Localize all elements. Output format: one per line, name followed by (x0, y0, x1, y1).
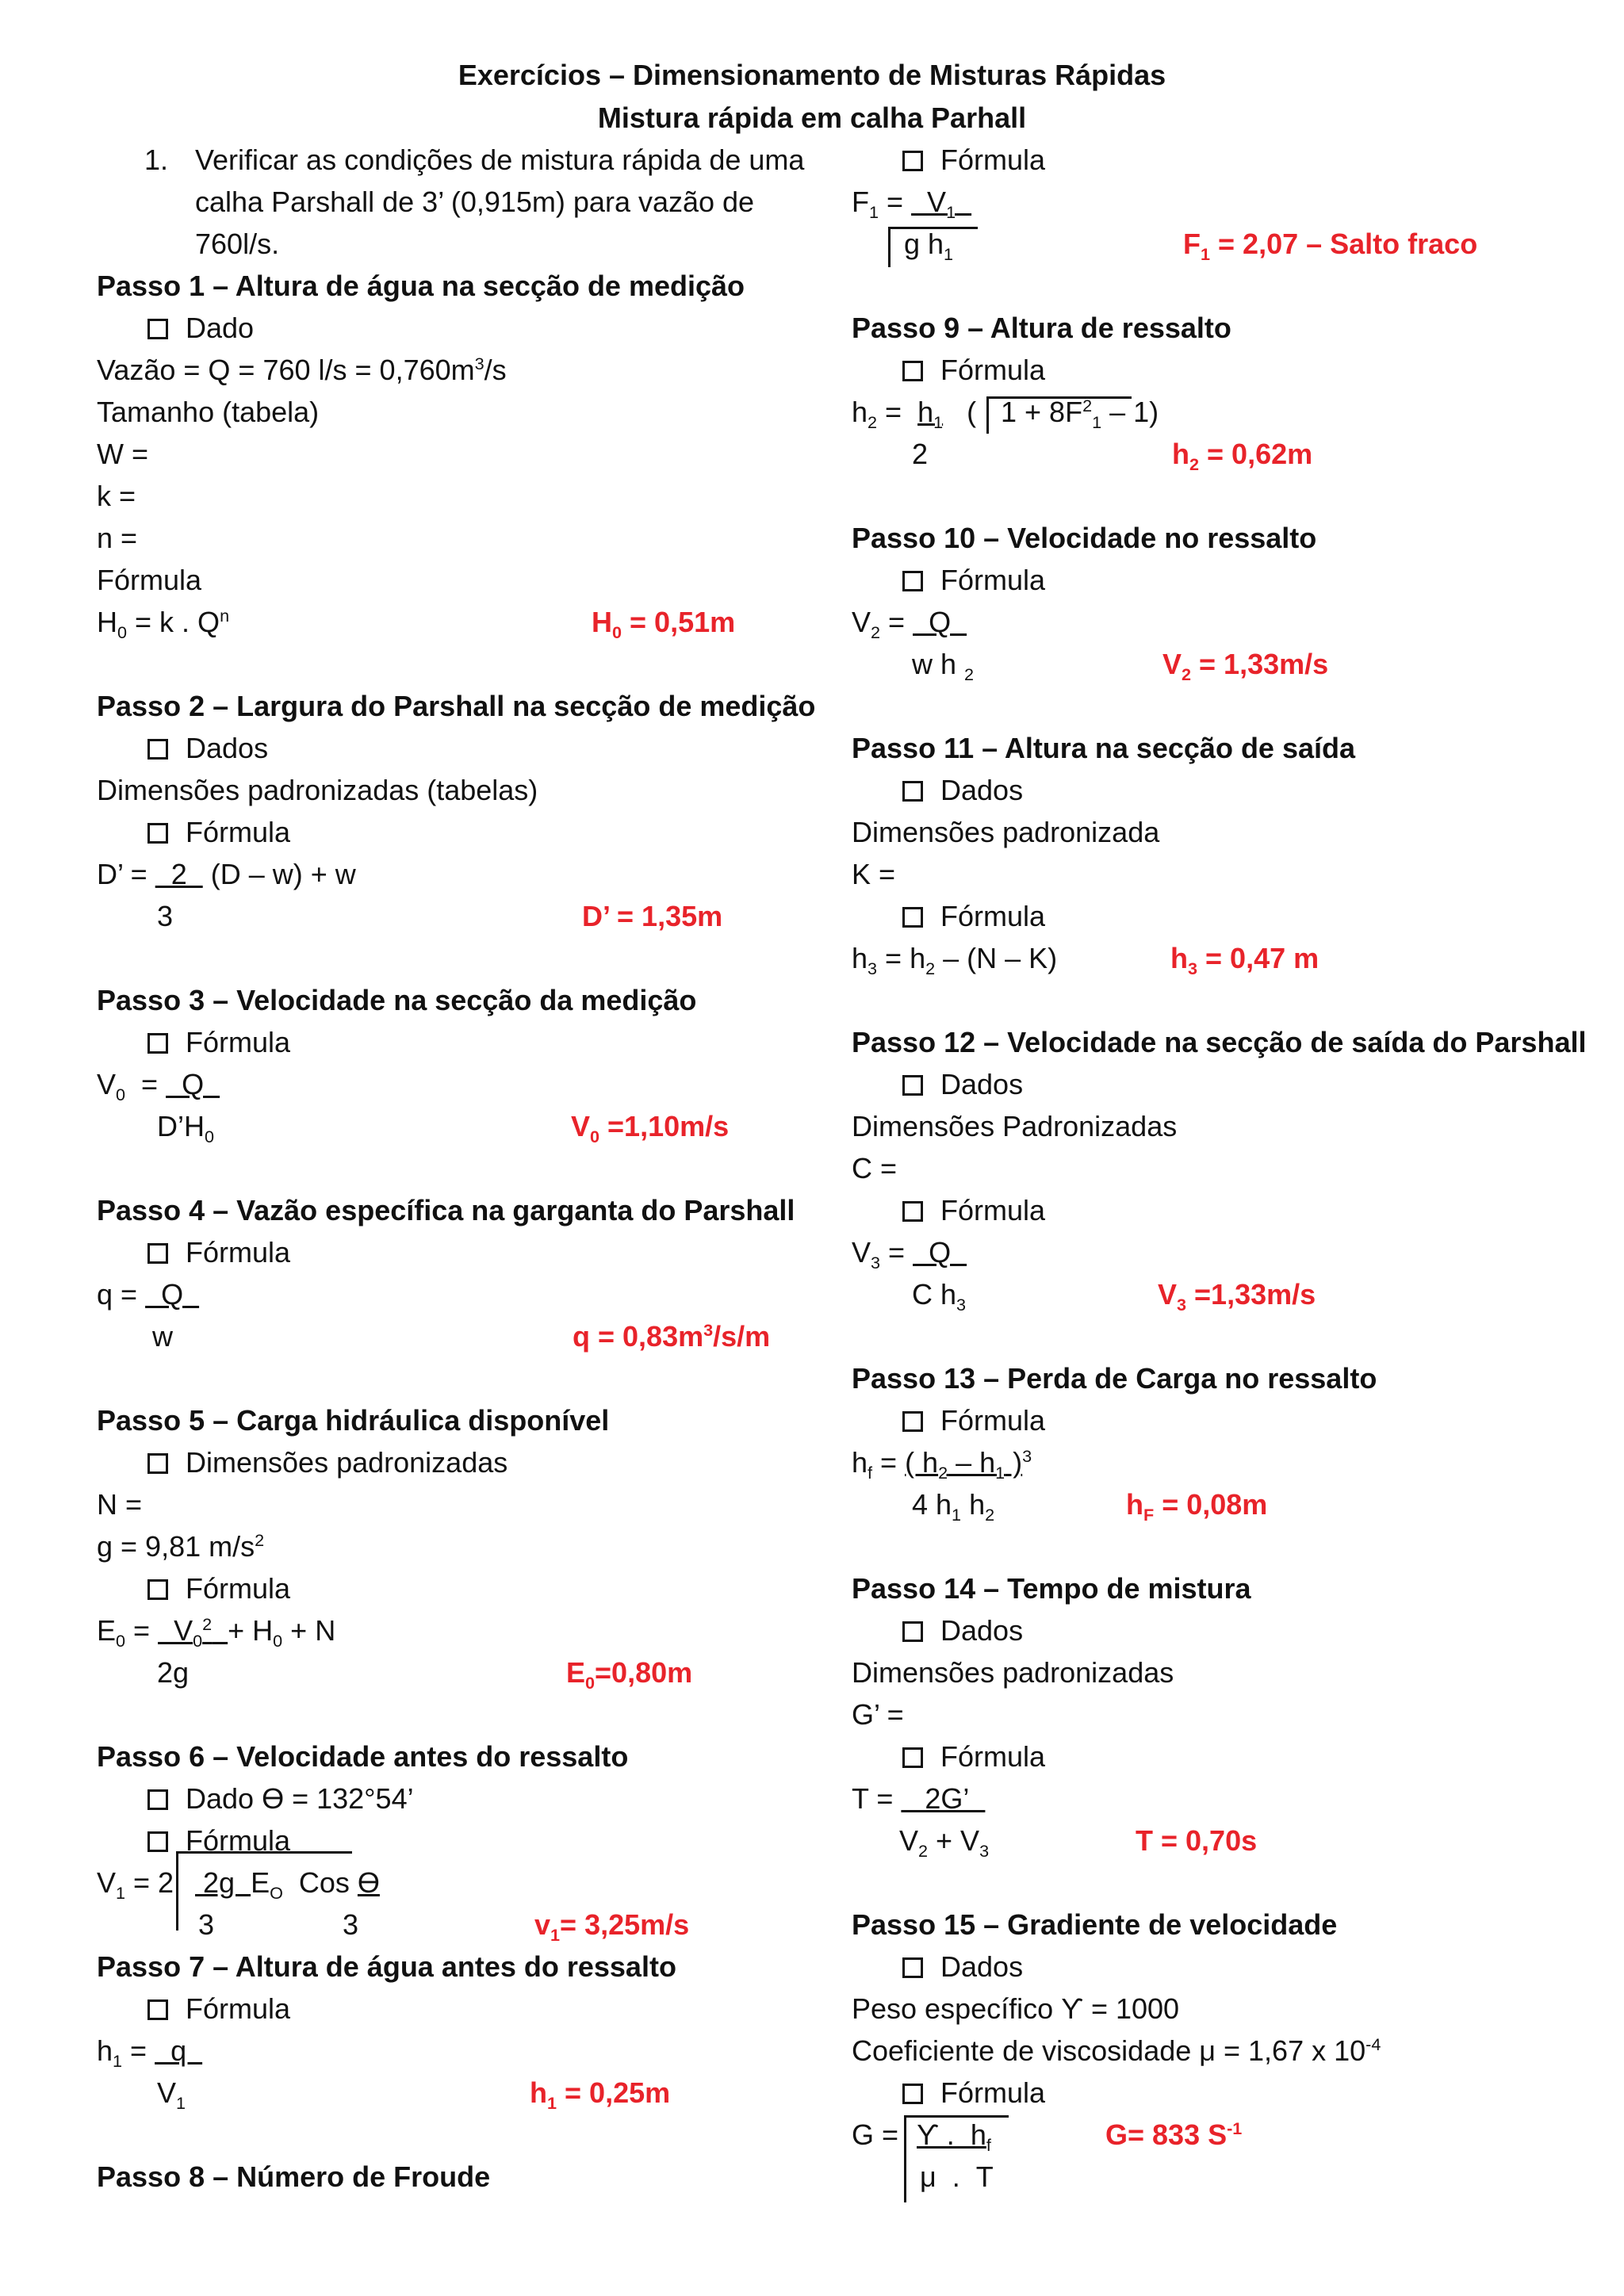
passo1-formula: $H_0 = k$ . $Q^n$ (97, 606, 230, 643)
passo11-k: K = (852, 858, 896, 890)
checkbox-icon[interactable] (902, 907, 923, 928)
checkbox-icon[interactable] (147, 1579, 168, 1600)
passo1-heading: Passo 1 – Altura de água na secção de medição (97, 270, 745, 302)
passo2-heading: Passo 2 – Largura do Parshall na secção de medição (97, 690, 816, 722)
passo15-heading: Passo 15 – Gradiente de velocidade (852, 1908, 1338, 1941)
passo4-result: $q = 0,83m^3/s/m$ (573, 1320, 771, 1353)
passo11-formula-item: Fórmula (902, 899, 1045, 934)
checkbox-icon[interactable] (902, 361, 923, 381)
passo14-dados-item: Dados (902, 1613, 1023, 1648)
passo1-result: $H_0 = 0,51m$ (592, 606, 736, 643)
passo1-vazao: Vazão = Q = 760 $l/s = 0,760m^3/s$ (97, 354, 507, 386)
checkbox-icon[interactable] (147, 319, 168, 339)
intro-number: 1. (144, 144, 169, 176)
passo12-result: $V_3 =1,33m/s$ (1158, 1278, 1316, 1315)
passo5-formula-item: Fórmula (147, 1571, 290, 1606)
passo14-denominator: $V_2 + V_3$ (899, 1824, 990, 1862)
passo11-dados-item: Dados (902, 773, 1023, 808)
checkbox-icon[interactable] (147, 1789, 168, 1810)
passo6-heading: Passo 6 – Velocidade antes do ressalto (97, 1740, 629, 1773)
passo15-denominator: μ . T (920, 2160, 994, 2193)
passo6-formula: $V_1 = 2$ (97, 1866, 174, 1904)
passo8-formula: $F_1 = V_1$ (852, 186, 956, 223)
checkbox-icon[interactable] (147, 1243, 168, 1264)
passo3-formula: $V_0 = Q$ (97, 1068, 220, 1105)
passo2-formula: D’ = 2 (D – w) + w (97, 858, 356, 890)
passo12-denominator: C $h_3$ (912, 1278, 967, 1315)
passo15-result: G= 833 $S^{-1}$ (1105, 2118, 1243, 2151)
page-title: Exercícios – Dimensionamento de Misturas Rápidas (458, 59, 1166, 91)
passo4-heading: Passo 4 – Vazão específica na garganta do Parshall (97, 1194, 795, 1226)
passo10-heading: Passo 10 – Velocidade no ressalto (852, 522, 1317, 554)
checkbox-icon[interactable] (902, 1411, 923, 1432)
intro-line-1: Verificar as condições de mistura rápida de uma (195, 144, 805, 176)
passo2-dimensoes: Dimensões padronizadas (tabelas) (97, 774, 538, 806)
passo7-denominator: $V_1$ (157, 2076, 186, 2114)
passo10-denominator: w h $_2$ (912, 648, 975, 685)
passo4-formula: q = Q (97, 1278, 200, 1311)
passo1-n: n = (97, 522, 138, 554)
checkbox-icon[interactable] (147, 1999, 168, 2020)
passo15-formula: G = (852, 2118, 899, 2151)
passo1-k: k = (97, 480, 136, 512)
passo6-denominator-1: 3 (198, 1908, 215, 1941)
passo9-radicand: $1 + 8F^2_1 - 1$) (1001, 396, 1159, 433)
passo2-formula-item: Fórmula (147, 815, 290, 850)
passo12-formula: $V_3 = Q$ (852, 1236, 967, 1273)
passo12-heading: Passo 12 – Velocidade na secção de saída do Parshall (852, 1026, 1587, 1058)
passo9-formula: $h_2 = h_1$ ( (852, 396, 977, 433)
passo8-formula-item: Fórmula (902, 143, 1045, 178)
passo3-result: $V_0 =1,10m/s$ (571, 1110, 730, 1147)
intro-line-2: calha Parshall de 3’ (0,915m) para vazão de (195, 186, 755, 218)
passo7-formula: $h_1 = q$ (97, 2034, 203, 2072)
passo4-denominator: w (152, 1320, 173, 1353)
passo3-denominator: $D’H_0$ (157, 1110, 215, 1147)
passo10-formula-item: Fórmula (902, 563, 1045, 598)
passo11-result: $h_3 = 0,47$ m (1170, 942, 1320, 979)
checkbox-icon[interactable] (147, 1033, 168, 1054)
passo5-formula: $E_0 = V_0^2 + H_0 + N$ (97, 1614, 336, 1651)
passo8-heading: Passo 8 – Número de Froude (97, 2160, 491, 2193)
passo15-coef: Coeficiente de viscosidade μ = 1,67 x $10^{-4}$ (852, 2034, 1381, 2067)
checkbox-icon[interactable] (147, 1831, 168, 1852)
passo12-c: C = (852, 1152, 898, 1184)
passo13-denominator: 4 $h_1$ $h_2$ (912, 1488, 995, 1525)
passo1-w: W = (97, 438, 149, 470)
passo7-heading: Passo 7 – Altura de água antes do ressalto (97, 1950, 676, 1983)
checkbox-icon[interactable] (902, 2084, 923, 2104)
checkbox-icon[interactable] (902, 1957, 923, 1978)
passo14-formula: T = 2G’ (852, 1782, 986, 1815)
passo2-result: D’ = 1,35m (582, 900, 723, 932)
passo10-result: $V_2 = 1,33m/s$ (1162, 648, 1329, 685)
passo6-denominator-2: 3 (343, 1908, 359, 1941)
passo5-g: g = 9,81 $m/s^2$ (97, 1530, 265, 1563)
passo13-formula-item: Fórmula (902, 1403, 1045, 1438)
passo5-dimensoes-item: Dimensões padronizadas (147, 1445, 508, 1480)
page-subtitle: Mistura rápida em calha Parhall (597, 101, 1027, 134)
passo14-formula-item: Fórmula (902, 1739, 1045, 1774)
passo14-result: T = 0,70s (1136, 1824, 1258, 1857)
passo12-formula-item: Fórmula (902, 1193, 1045, 1228)
passo13-formula: $h_f$ = ( $h_2 - h_1$ )$^3$ (852, 1446, 1032, 1483)
passo6-radicand: 2g $E_O$ Cos ϴ (195, 1866, 380, 1904)
passo14-g: G’ = (852, 1698, 904, 1731)
passo15-dados-item: Dados (902, 1950, 1023, 1984)
passo9-denominator: 2 (912, 438, 929, 470)
radical-bar (176, 1851, 352, 1854)
passo7-result: $h_1 = 0,25m$ (530, 2076, 671, 2114)
passo3-formula-item: Fórmula (147, 1025, 290, 1060)
checkbox-icon[interactable] (147, 739, 168, 760)
passo6-formula-item: Fórmula (147, 1823, 290, 1858)
passo2-denominator: 3 (157, 900, 174, 932)
passo15-peso: Peso específico ϒ = 1000 (852, 1992, 1180, 2025)
checkbox-icon[interactable] (147, 1453, 168, 1474)
passo1-formula-label: Fórmula (97, 564, 202, 596)
passo7-formula-item: Fórmula (147, 1992, 290, 2026)
passo9-result: $h_2 = 0,62m$ (1172, 438, 1313, 475)
passo5-denominator: 2g (157, 1656, 190, 1689)
passo15-radicand: ϒ . $h_f$ (917, 2118, 991, 2156)
checkbox-icon[interactable] (902, 1201, 923, 1222)
passo4-formula-item: Fórmula (147, 1235, 290, 1270)
passo11-dimensoes: Dimensões padronizada (852, 816, 1160, 848)
passo14-dimensoes: Dimensões padronizadas (852, 1656, 1174, 1689)
passo6-dado-item: Dado ϴ = 132°54’ (147, 1781, 414, 1816)
passo12-dimensoes: Dimensões Padronizadas (852, 1110, 1178, 1142)
passo2-dados-item: Dados (147, 731, 268, 766)
passo14-heading: Passo 14 – Tempo de mistura (852, 1572, 1251, 1605)
checkbox-icon[interactable] (902, 781, 923, 802)
checkbox-icon[interactable] (902, 1075, 923, 1096)
passo1-tamanho: Tamanho (tabela) (97, 396, 320, 428)
checkbox-icon[interactable] (147, 823, 168, 844)
checkbox-icon[interactable] (902, 1747, 923, 1768)
passo9-formula-item: Fórmula (902, 353, 1045, 388)
passo15-formula-item: Fórmula (902, 2076, 1045, 2110)
passo1-dado-item: Dado (147, 311, 254, 346)
passo5-n: N = (97, 1488, 143, 1521)
passo6-result: $v_1= 3,25m/s$ (534, 1908, 690, 1946)
passo13-heading: Passo 13 – Perda de Carga no ressalto (852, 1362, 1377, 1395)
passo9-heading: Passo 9 – Altura de ressalto (852, 312, 1231, 344)
passo8-denominator: g $h_1$ (904, 228, 954, 265)
passo3-heading: Passo 3 – Velocidade na secção da medição (97, 984, 697, 1016)
checkbox-icon[interactable] (902, 571, 923, 591)
passo13-result: $h_F = 0,08m$ (1126, 1488, 1268, 1525)
passo5-heading: Passo 5 – Carga hidráulica disponível (97, 1404, 610, 1437)
passo8-result: $F_1 = 2,07$ – Salto fraco (1183, 228, 1478, 265)
passo11-heading: Passo 11 – Altura na secção de saída (852, 732, 1356, 764)
checkbox-icon[interactable] (902, 1621, 923, 1642)
passo5-result: $E_0=0,80m$ (566, 1656, 693, 1693)
intro-line-3: 760l/s. (195, 228, 280, 260)
passo11-formula: $h_3 = h_2 - (N - K)$ (852, 942, 1058, 979)
checkbox-icon[interactable] (902, 151, 923, 171)
passo10-formula: $V_2 = Q$ (852, 606, 967, 643)
passo12-dados-item: Dados (902, 1067, 1023, 1102)
